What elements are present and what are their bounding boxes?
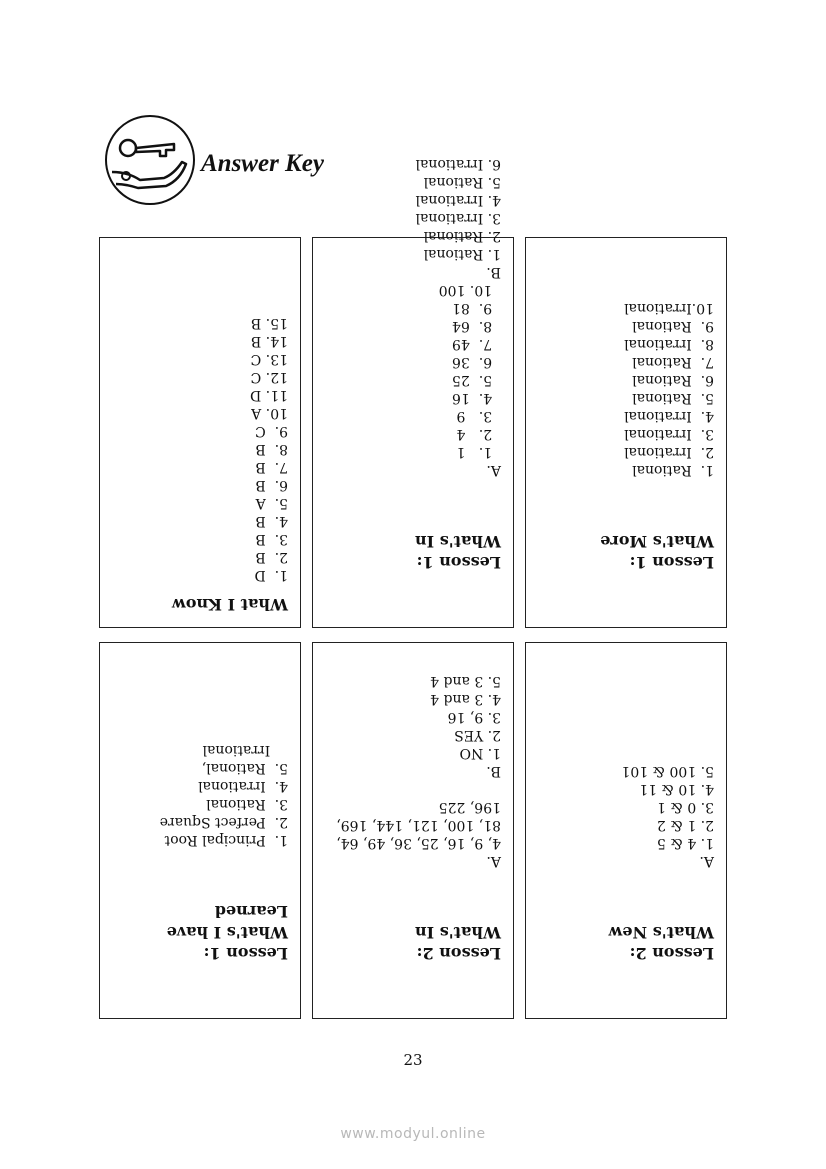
answer-line: 10.Irrational bbox=[624, 300, 714, 316]
answer-line: 2. Rational bbox=[423, 228, 501, 244]
answer-key-logo bbox=[104, 114, 196, 206]
answer-line: 4, 9, 16, 25, 36, 49, 64, bbox=[336, 835, 501, 851]
answer-box-content bbox=[100, 643, 300, 1018]
answer-box-lesson1-whats-in bbox=[312, 156, 514, 628]
answer-line: 2. 4 bbox=[456, 426, 501, 442]
answer-line: 9. C bbox=[255, 423, 288, 439]
answer-line: 5. Rational bbox=[423, 174, 501, 190]
answer-line: 1. Rational bbox=[632, 462, 714, 478]
answer-line: 9. 81 bbox=[452, 300, 501, 316]
answer-line: 5. Rational, bbox=[201, 760, 288, 776]
answer-line: Irrational bbox=[202, 742, 288, 758]
answer-line: 5. Rational bbox=[632, 390, 714, 406]
answer-line: 15. B bbox=[250, 315, 288, 331]
answer-line: 1. D bbox=[254, 567, 288, 583]
answer-list bbox=[325, 672, 501, 870]
answer-line: 3. 9 bbox=[456, 408, 501, 424]
answer-line: 3. 9, 16 bbox=[447, 709, 501, 725]
answer-line: 2. 1 & 2 bbox=[657, 817, 714, 833]
answer-line: 8. 64 bbox=[452, 318, 501, 334]
page-number: 23 bbox=[403, 1051, 423, 1069]
answer-line: 4. Irrational bbox=[624, 408, 714, 424]
answer-line: A. bbox=[699, 853, 714, 869]
answer-box-content bbox=[100, 238, 300, 627]
answer-line: A. bbox=[486, 462, 501, 478]
answer-box-lesson1-what-i-have-learned bbox=[99, 642, 301, 1019]
box-heading: What I Know bbox=[172, 595, 288, 614]
answer-line: 2. Perfect Square bbox=[159, 814, 288, 830]
answer-line: 7. Rational bbox=[632, 354, 714, 370]
answer-line: 6. 36 bbox=[452, 354, 501, 370]
answer-box-content bbox=[313, 643, 513, 1018]
answer-list bbox=[538, 299, 714, 479]
box-heading: Lesson 2: What's New bbox=[608, 923, 714, 963]
answer-line: 81, 100, 121, 144, 169, bbox=[336, 817, 501, 833]
answer-line: 4. Irrational bbox=[415, 192, 501, 208]
answer-line: 6. Rational bbox=[632, 372, 714, 388]
answer-line: 4. 3 and 4 bbox=[430, 691, 501, 707]
answer-line: 5. 3 and 4 bbox=[430, 673, 501, 689]
box-heading: Lesson 1: What's I have Learned bbox=[166, 902, 288, 963]
answer-line: 10. 100 bbox=[438, 282, 501, 298]
answer-line: 5. 25 bbox=[452, 372, 501, 388]
answer-line: 11. D bbox=[250, 387, 288, 403]
answer-box-content bbox=[526, 643, 726, 1018]
answer-line: 1. 1 bbox=[456, 444, 501, 460]
box-heading: Lesson 2: What's In bbox=[415, 923, 501, 963]
answer-box-content bbox=[526, 238, 726, 627]
answer-line: 3. Irrational bbox=[415, 210, 501, 226]
answer-line bbox=[325, 780, 501, 798]
answer-line: 3. B bbox=[255, 531, 288, 547]
key-in-hand-icon bbox=[104, 114, 196, 206]
answer-line: 14. B bbox=[250, 333, 288, 349]
answer-line: 4. Irrational bbox=[198, 778, 288, 794]
answer-line: 3. Irrational bbox=[624, 426, 714, 442]
answer-line: 1. 4 & 5 bbox=[657, 835, 714, 851]
answer-line: 2. B bbox=[255, 549, 288, 565]
box-heading: Lesson 1: What's In bbox=[415, 532, 501, 572]
answer-line: 6. B bbox=[255, 477, 288, 493]
answer-line: B. bbox=[486, 264, 501, 280]
answer-list bbox=[325, 155, 501, 479]
answer-box-what-i-know bbox=[99, 237, 301, 628]
answer-line: 196, 225 bbox=[438, 799, 501, 815]
answer-line: 1. Rational bbox=[423, 246, 501, 262]
page-title: Answer Key bbox=[201, 150, 324, 177]
answer-list bbox=[112, 741, 288, 849]
answer-line: 3. 0 & 1 bbox=[657, 799, 714, 815]
answer-line: 5. A bbox=[255, 495, 288, 511]
answer-line: 5. 100 & 101 bbox=[621, 763, 714, 779]
answer-line: 2. Irrational bbox=[624, 444, 714, 460]
answer-box-lesson2-whats-in bbox=[312, 642, 514, 1019]
answer-box-lesson1-whats-more bbox=[525, 237, 727, 628]
answer-line: 8. B bbox=[255, 441, 288, 457]
answer-line: B. bbox=[486, 763, 501, 779]
answer-line: 8. Irrational bbox=[624, 336, 714, 352]
answer-line: 10. A bbox=[251, 405, 288, 421]
answer-line: 7. B bbox=[255, 459, 288, 475]
answer-line: A. bbox=[486, 853, 501, 869]
box-heading: Lesson 1: What's More bbox=[600, 532, 714, 572]
answer-line: 6. Irrational bbox=[415, 156, 501, 172]
answer-line: 2. YES bbox=[454, 727, 501, 743]
answer-line: 3. Rational bbox=[206, 796, 288, 812]
answer-line: 1. NO bbox=[459, 745, 501, 761]
answer-list bbox=[538, 762, 714, 870]
answer-box-lesson2-whats-new bbox=[525, 642, 727, 1019]
answer-line: 1. Principal Root bbox=[164, 832, 288, 848]
answer-line: 7. 49 bbox=[452, 336, 501, 352]
footer-watermark[interactable]: www.modyul.online bbox=[340, 1126, 486, 1142]
answer-line: 4. B bbox=[255, 513, 288, 529]
answer-list bbox=[112, 314, 288, 584]
answer-line: 12. C bbox=[250, 369, 288, 385]
answer-line: 4. 10 & 11 bbox=[639, 781, 714, 797]
answer-line: 4. 16 bbox=[452, 390, 501, 406]
answer-box-content bbox=[313, 156, 513, 627]
answer-line: 13. C bbox=[250, 351, 288, 367]
answer-line: 9. Rational bbox=[632, 318, 714, 334]
